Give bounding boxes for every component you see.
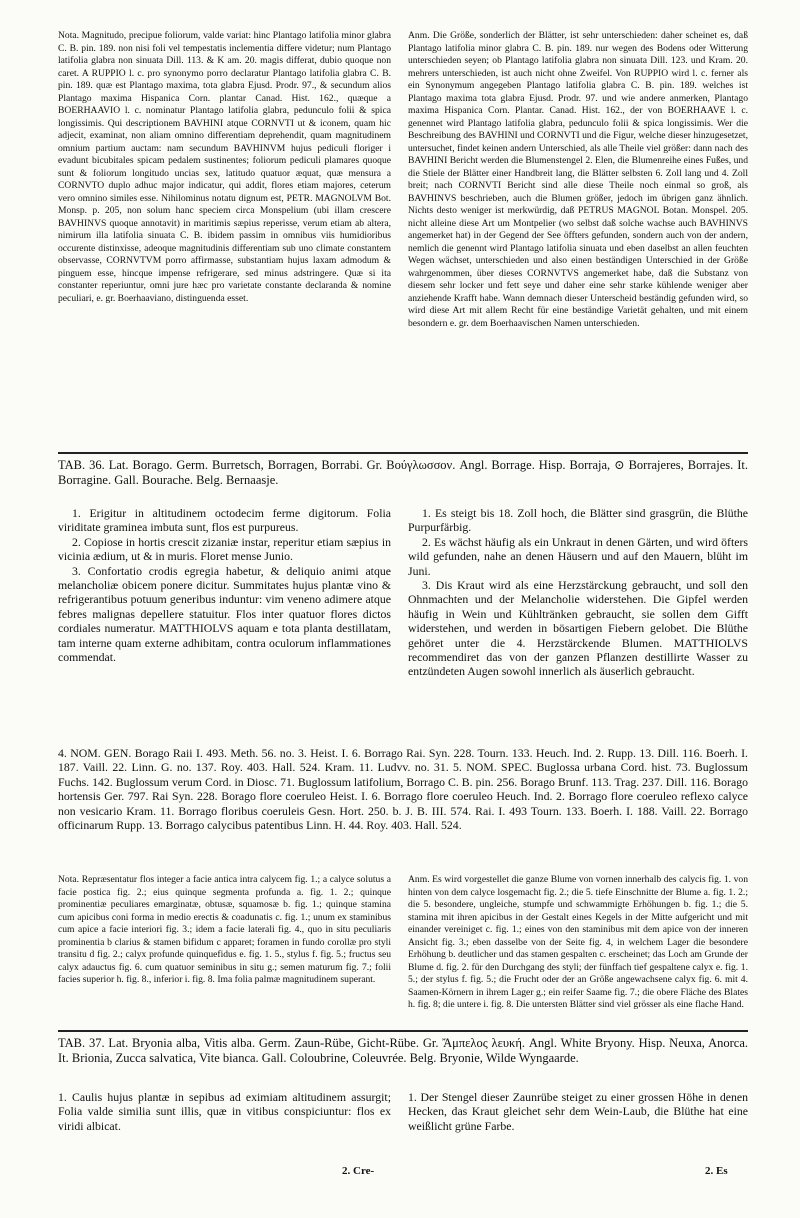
tab37-header: TAB. 37. Lat. Bryonia alba, Vitis alba. Germ. Zaun-Rübe, Gicht-Rübe. Gr. Ἄμπελος λευκή. Angl. White Bryony. Hisp. Neuxa, Anorca. It. Brionia, Zucca salvatica, Vite bianca. Gall. Coloubrine, Coleuvrée. Belg. Bryonie, Wilde Wyngaarde. bbox=[58, 1036, 748, 1065]
catchword-left: 2. Cre- bbox=[342, 1165, 375, 1177]
tab36-nomenclature: 4. NOM. GEN. Borago Raii I. 493. Meth. 56. no. 3. Heist. I. 6. Borrago Rai. Syn. 228. Tourn. 133. Heuch. Ind. 2. Rupp. 13. Dill. 116. Boerh. I. 187. Vaill. 22. Linn. G. no. 137. Roy. 403. Hall. 524. Kram. 11. Ludvv. no. 31. 5. NOM. SPEC. Buglossa urbana Cord. hist. 73. Buglossum Fuchs. 142. Buglossum verum Cord. in Diosc. 71. Buglossum latifolium, Borrago C. B. pin. 256. Borago Brunf. 113. Trag. 237. Dill. 116. Borago hortensis Ger. 797. Rai Syn. 228. Borago flore coeruleo Heist. I. 6. Borrago flore coeruleo Heuch. Ind. 2. Borrago flore coeruleo reflexo calyce non vesicario Kram. 11. Borrago floribus coeruleis Gesn. Hort. 250. b. J. B. III. 574. Rai. I. 493 Tourn. 133. Boerh. I. 188. Vaill. 22. Borrago officinarum Rupp. 13. Borrago calycibus patentibus Linn. H. 44. Roy. 403. Hall. 524. bbox=[58, 746, 748, 833]
tab36-german-para-2: 2. Es wächst häufig als ein Unkraut in denen Gärten, und wird öfters wild gefunden, nahe an denen Häusern und auf den Mauern, blüht im Juni. bbox=[408, 534, 748, 578]
top-note-german: Anm. Die Größe, sonderlich der Blätter, ist sehr unterschieden: daher scheinet es, daß Plantago latifolia minor glabra C. B. pin. 189. nur wegen des Bodens oder Witterung unterschieden seyen; ob Plantago latifolia glabra non sinuata Dill. 123. und Kram. 20. mehrers unterschieden, ist auch nicht ohne Zweifel. Von RUPPIO wird l. c. ferner als ein Synonymum angegeben Plantago latifolia glabra C. B. pin. 189. welches ist Plantago maxima tota glabra Ejusd. Prodr. 97. und wie andere anmerken, Plantago maxima Hispanica Corn. Plantar. Canad. Hist. 162., der von BOERHAAVE l. c. genennet wird Plantago latifolia glabra, pedunculo folii & spica longissimis. Wer die Beschreibung des BAVHINI und CORNVTI und die Figur, welche dieser hinzugesetzet, untersuchet, findet keinen andern Unterschied, als alle Theile viel größer: dann nach des BAVHINI Bericht werden die Blumenstengel 2. Elen, die Blumenreihe eines Fußes, und die Stiele der Blätter einer Handbreit lang, die Blätter selbsten 6. Zoll lang und 4. Zoll breit; nach CORNVTI Bericht sind alle diese Theile noch einmal so groß, als BAVHINVS beschrieben, auch die Blumen größer, jedoch im übrigen ganz ähnlich. Nichts desto weniger ist merkwürdig, daß PETRUS MAGNOL Botan. Monspel. 205. nicht alleine diese Art um Montpelier (wo selbst daß solche wachse auch BAVHINVS angemerket hat) in der Gegend der See öffters gefunden, sondern auch von der andern, nemlich die genennt wird Plantago latifolia sinuata und eben daselbst an allen feuchten Wegen wächset, unterschieden und also einen beständigen Unterschied in der Größe wahrgenommen, über dieses CORNVTVS angemerket habe, daß die Substanz von diesem sehr locker und fett seye und daher eine sehr starke kühlende weniger aber anziehende Krafft habe. Wann demnach dieser Unterscheid beständig gefunden wird, so wird diese Art mit allem Recht für eine beständige Varietät gehalten, und mit einem besondern e. gr. dem Boerhaavischen Namen unterschieden. bbox=[408, 30, 748, 329]
tab36-nota-german: Anm. Es wird vorgestellet die ganze Blume von vornen innerhalb des calycis fig. 1. von hinten von dem calyce losgemacht fig. 2.; die 5. tiefe Einschnitte der Blume a. fig. 1. 2.; die 5. besondere, ungleiche, stumpfe und schwammigte Erhöhungen b. fig. 1.; die 5. stamina mit ihren apicibus in der Gestalt eines Kegels in der Mitte aufgericht und mit einander vereiniget c. fig. 1.; eines von den staminibus mit dem apice von der inneren Ansicht fig. 3.; eben dasselbe von der Seite fig. 4, in welchem Lager die besondere Erhöhung b. deutlicher und das stamen gespalten c. erscheinet; das Loch am Grunde der Blume d. fig. 2. für den Durchgang des styli; der fünffach tief gespaltene calyx e. fig. 1. 5.; der stylus f. fig. 5.; die Frucht oder der an Größe angewachsene calyx fig. 6. mit 4. Saamen-Körnern in ihrem Lager g.; ein reifer Saame fig. 7.; die obere Fläche des Blates h. fig. 8; die untere i. fig. 8. Die untersten Blätter sind viel grösser als eine flache Hand. bbox=[408, 874, 748, 1010]
section-divider-tab36 bbox=[58, 452, 748, 454]
tab36-latin-para-1: 1. Erigitur in altitudinem octodecim ferme digitorum. Folia viriditate graminea imbuta sunt, flos est purpureus. bbox=[58, 506, 391, 535]
tab36-latin-para-2: 2. Copiose in hortis crescit zizaniæ instar, reperitur etiam sæpius in vicinia ædium, ut & in muris. Floret mense Junio. bbox=[58, 534, 391, 564]
tab36-german-para-1: 1. Es steigt bis 18. Zoll hoch, die Blätter sind grasgrün, die Blüthe Purpurfärbig. bbox=[408, 506, 748, 535]
tab36-latin-column bbox=[58, 506, 391, 742]
tab36-latin-para-3: 3. Confortatio crodis egregia habetur, & deliquio animi atque melancholiæ obicem ponere dicitur. Summitates hujus plantæ vino & refrigerantibus potuum generibus induntur: vim veneno adimere atque febres malignas depellere statuitur. Flos inter quatuor flores dictos cordiales numeratur. MATTHIOLVS aquam e tota planta destillatam, tam interne quam externe adhibitam, contra oculorum inflammationes commendat. bbox=[58, 563, 391, 665]
tab36-german-para-3: 3. Dis Kraut wird als eine Herzstärckung gebraucht, und soll den Ohnmachten und der Melancholie widerstehen. Die Gipfel werden häufig in Wein und Kühltränken gebraucht, sie sollen dem Gifft widerstehen, und werden in bösartigen Fiebern gelobet. Die Blüthe gehöret unter die 4. Herzstärckende Blumen. MATTHIOLVS recommendiret das von der ganzen Pflanzen destillirte Wasser zu entzündeten Augen sowohl innerlich als äuserlich gebraucht. bbox=[408, 578, 748, 679]
tab37-german: 1. Der Stengel dieser Zaunrübe steiget zu einer grossen Höhe in denen Hecken, das Kraut gleichet sehr dem Wein-Laub, die Blüthe hat eine weißlicht grüne Farbe. bbox=[408, 1090, 748, 1133]
catchword-right: 2. Es bbox=[705, 1165, 728, 1177]
section-divider-tab37 bbox=[58, 1030, 748, 1032]
tab37-latin: 1. Caulis hujus plantæ in sepibus ad eximiam altitudinem assurgit; Folia valde similia sunt illis, quæ in vitibus conspiciuntur: flos ex viridi albicat. bbox=[58, 1090, 391, 1133]
top-note-latin: Nota. Magnitudo, precipue foliorum, valde variat: hinc Plantago latifolia minor glabra C. B. pin. 189. non nisi foli vel tempestatis inclementia differe videtur; num Plantago latifolia glabra non sinuata Dill. 113. & K am. 20. magis differat, dubio quoque non caret. A RUPPIO l. c. pro synonymo porro declaratur Plantago latifolia glabra C. B. pin. 189. quæ est Plantago maxima, tota glabra Ejusd. Prodr. 97., & secundum alios Plantago maxima Hispanica Corn. plantar Canad. Hist. 162., quæque a BOERHAAVIO l. c. nominatur Plantago latifolia glabra, pedunculo folii & spica longissimis. Qui descriptionem BAVHINI atque CORNVTI ut & iconem, quam hic adjecit, examinat, non aliam omnino differentiam deprehendit, quam magnitudinem omnium partium auctam: nam secundum BAVHINVM hujus pediculi floriger i evadunt bicubitales spicam pedalem sustinentes; foliorum pediculi plamares quoque sunt & foliorum longitudo uncias sex, latitudo quatuor æquat, quæ mensura a CORNVTO duplo adhuc major indicatur, qui addit, flores etiam majores, ceterum vero omnino similes esse. Nihilominus notatu dignum est, PETR. MAGNOLVM Bot. Monsp. p. 205, non solum hanc speciem circa Monspelium (ubi illam crescere BAVHINVS quoque annotavit) in maritimis sæpius reperisse, verum etiam ab altera, nimirum illa latifolia sinuata C. B. ibidem passim in omnibus viis humidioribus occurente distinxisse, adeoque magnitudinis differentiam sub uno climate constantem observasse, CORNVTVM porro affirmasse, substantiam hujus laxam admodum & pinguem esse, hincque impense refrigerare, sed minus adstringere. Quæ si ita constanter reperiuntur, omni jure hæc pro varietate constante declaranda & nomine peculiari, e. gr. Boerhaaviano, distinguenda esset. bbox=[58, 30, 391, 304]
tab36-header: TAB. 36. Lat. Borago. Germ. Burretsch, Borragen, Borrabi. Gr. Βούγλωσσον. Angl. Borrage. Hisp. Borraja, ⊙ Borrajeres, Borrajes. It. Borragine. Gall. Bourache. Belg. Bernaasje. bbox=[58, 458, 748, 487]
tab36-nota-latin: Nota. Repræsentatur flos integer a facie antica intra calycem fig. 1.; a calyce solutus a facie postica fig. 2.; eius quinque segmenta profunda a. fig. 1. 2.; quinque prominentiæ peculiares emarginatæ, obtusæ, squamosæ b. fig. 1.; quinque stamina cum apicibus coni forma in medio erectis & coadunatis c. fig. 1.; unum ex staminibus cum apice a facie interiori fig. 3.; idem a facie laterali fig. 4., quo in situ peculiaris prominentia b clarius & stamen bifidum c apparet; foramen in fundo corollæ pro styli transitu d fig. 2.; calyx profunde quinquefidus e. fig. 1. 5., stylus f. fig. 5.; fructus seu calyx adauctus fig. 6. cum quatuor seminibus in situ g.; semen maturum fig. 7.; folii facies superior h. fig. 8., inferior i. fig. 8. Ima folia palmæ magnitudinem superant. bbox=[58, 874, 391, 985]
tab36-german-column bbox=[408, 506, 748, 742]
